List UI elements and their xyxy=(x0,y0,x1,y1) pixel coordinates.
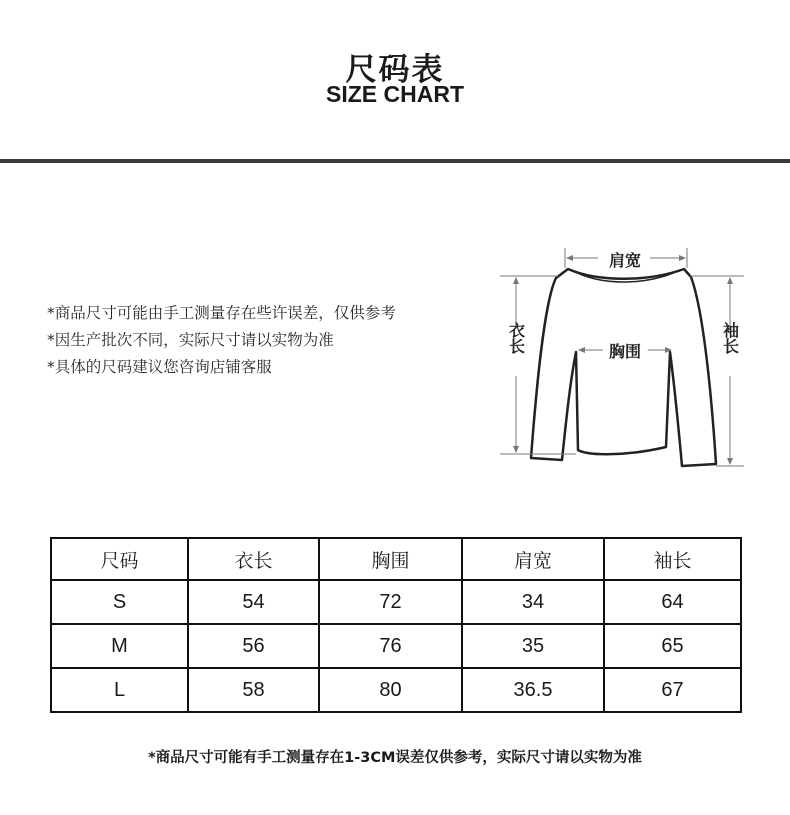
table-cell: 76 xyxy=(319,624,462,668)
table-cell: 67 xyxy=(604,668,741,712)
garment-measurement-diagram xyxy=(498,242,748,472)
table-header-row xyxy=(51,538,741,580)
table-cell: L xyxy=(51,668,188,712)
table-cell: 64 xyxy=(604,580,741,624)
column-header: 衣长 xyxy=(188,538,319,580)
shoulder-label: 肩宽 xyxy=(608,251,642,270)
sweater-outline xyxy=(531,269,716,466)
table-row xyxy=(51,624,741,668)
table-cell: 35 xyxy=(462,624,604,668)
divider xyxy=(0,159,790,163)
sleeve-label: 袖长 xyxy=(720,322,740,354)
table-cell: S xyxy=(51,580,188,624)
table-cell: 58 xyxy=(188,668,319,712)
notes-list xyxy=(47,300,467,381)
table-cell: 54 xyxy=(188,580,319,624)
column-header: 尺码 xyxy=(51,538,188,580)
note-item: *具体的尺码建议您咨询店铺客服 xyxy=(47,358,272,376)
length-label: 衣长 xyxy=(506,322,526,354)
page-subtitle: SIZE CHART xyxy=(326,81,464,107)
table-cell: 36.5 xyxy=(462,668,604,712)
table-cell: 80 xyxy=(319,668,462,712)
table-cell: 72 xyxy=(319,580,462,624)
note-item: *商品尺寸可能由手工测量存在些许误差，仅供参考 xyxy=(47,304,396,322)
note-item: *因生产批次不同，实际尺寸请以实物为准 xyxy=(47,331,334,349)
page-title: 尺码表 xyxy=(345,52,445,88)
column-header: 肩宽 xyxy=(462,538,604,580)
footnote: *商品尺寸可能有手工测量存在1-3CM误差仅供参考，实际尺寸请以实物为准 xyxy=(148,750,642,766)
size-table xyxy=(50,537,742,713)
chest-label: 胸围 xyxy=(608,342,642,361)
table-cell: 34 xyxy=(462,580,604,624)
table-cell: 65 xyxy=(604,624,741,668)
column-header: 袖长 xyxy=(604,538,741,580)
table-row xyxy=(51,668,741,712)
column-header: 胸围 xyxy=(319,538,462,580)
table-cell: M xyxy=(51,624,188,668)
table-row xyxy=(51,580,741,624)
table-cell: 56 xyxy=(188,624,319,668)
